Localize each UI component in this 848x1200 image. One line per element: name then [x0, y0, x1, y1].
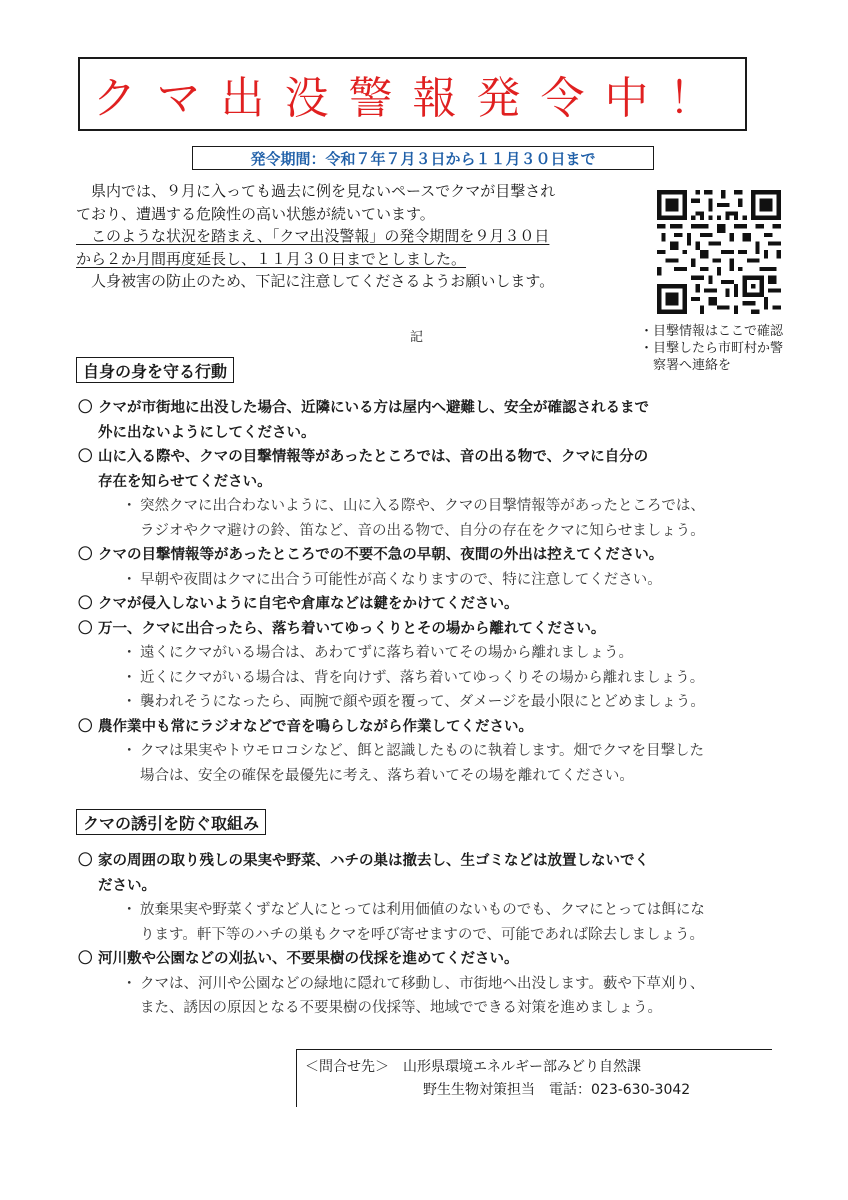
sub-item: ・ 早朝や夜間はクマに出合う可能性が高くなりますので、特に注意してください。 [122, 571, 662, 588]
self-protection-list [76, 396, 786, 788]
intro-line: 県内では、９月に入っても過去に例を見ないペースでクマが目撃され [76, 182, 556, 200]
sub-item-continued: ラジオやクマ避けの鈴、笛など、音の出る物で、自分の存在をクマに知らせましょう。 [140, 522, 705, 539]
item-text: 外に出ないようにしてください。 [98, 424, 316, 441]
qr-caption-line: ・目撃したら市町村か警 [640, 341, 784, 356]
sub-item: ・ 遠くにクマがいる場合は、あわてずに落ち着いてその場から離れましょう。 [122, 645, 633, 661]
sub-item-continued: ります。軒下等のハチの巣もクマを呼び寄せますので、可能であれば除去しましょう。 [140, 926, 705, 943]
qr-code-icon[interactable] [657, 190, 781, 314]
circle-bullet-icon: 〇 [78, 596, 93, 612]
circle-bullet-icon: 〇 [78, 449, 93, 465]
item-text: クマが侵入しないように自宅や倉庫などは鍵をかけてください。 [98, 596, 519, 612]
sub-item: ・ クマは、河川や公園などの緑地に隠れて移動し、市街地へ出没します。藪や下草刈り、 [122, 975, 705, 992]
contact-label: ＜問合せ先＞ [305, 1059, 389, 1075]
circle-bullet-icon: 〇 [78, 400, 93, 416]
qr-caption [640, 323, 840, 374]
intro-text [76, 180, 636, 293]
sub-item-continued: 場合は、安全の確保を最優先に考え、落ち着いてその場を離れてください。 [140, 767, 634, 784]
intro-line-underlined: このような状況を踏まえ、「クマ出没警報」の発令期間を９月３０日 [76, 227, 550, 245]
contact-box [296, 1049, 772, 1107]
section-heading-attraction-prevention: クマの誘引を防ぐ取組み [76, 809, 266, 835]
page-title: クマ出没警報発令中！ [92, 73, 733, 124]
list-item [76, 543, 786, 592]
list-item [76, 592, 786, 617]
contact-dept: 山形県環境エネルギー部みどり自然課 [403, 1059, 641, 1075]
intro-line: 人身被害の防止のため、下記に注意してくださるようお願いします。 [76, 272, 555, 290]
item-text: 存在を知らせてください。 [98, 473, 272, 490]
intro-line: ており、遭遇する危険性の高い状態が続いています。 [76, 204, 435, 223]
item-text: 山に入る際や、クマの目撃情報等があったところでは、音の出る物で、クマに自分の [98, 449, 649, 465]
sub-item: ・ 襲われそうになったら、両腕で顔や頭を覆って、ダメージを最小限にとどめましょう。 [122, 694, 705, 710]
sub-item: ・ 突然クマに出合わないように、山に入る際や、クマの目撃情報等があったところでは、 [122, 498, 705, 514]
list-item [76, 715, 786, 789]
contact-unit: 野生生物対策担当 [423, 1082, 535, 1098]
item-text: 万一、クマに出合ったら、落ち着いてゆっくりとその場から離れてください。 [98, 620, 606, 637]
list-item [76, 849, 786, 947]
contact-line [305, 1079, 772, 1102]
title-box [78, 57, 747, 131]
list-item [76, 617, 786, 715]
circle-bullet-icon: 〇 [78, 718, 93, 735]
ki-marker: 記 [410, 330, 424, 345]
sub-item: ・ 放棄果実や野菜くずなど人にとっては利用価値のないものでも、クマにとっては餌にな [122, 902, 705, 918]
circle-bullet-icon: 〇 [78, 951, 93, 967]
intro-line-underlined: から２か月間再度延長し、１１月３０日までとしました。 [76, 249, 467, 268]
circle-bullet-icon: 〇 [78, 547, 93, 563]
section-heading-self-protection: 自身の身を守る行動 [76, 357, 234, 383]
qr-caption-line: 察署へ連絡を [640, 358, 732, 373]
item-text: 農作業中も常にラジオなどで音を鳴らしながら作業してください。 [98, 718, 533, 735]
item-text: 河川敷や公園などの刈払い、不要果樹の伐採を進めてください。 [98, 951, 519, 967]
contact-phone[interactable]: 電話：023-630-3042 [549, 1082, 691, 1098]
item-text: クマの目撃情報等があったところでの不要不急の早朝、夜間の外出は控えてください。 [98, 547, 664, 563]
attraction-prevention-list [76, 849, 786, 1021]
item-text: クマが市街地に出没した場合、近隣にいる方は屋内へ避難し、安全が確認されるまで [98, 400, 649, 416]
list-item [76, 947, 786, 1021]
item-text: 家の周囲の取り残しの果実や野菜、ハチの巣は撤去し、生ゴミなどは放置しないでく [98, 853, 649, 869]
circle-bullet-icon: 〇 [78, 620, 93, 637]
sub-item-continued: また、誘因の原因となる不要果樹の伐採等、地域でできる対策を進めましょう。 [140, 1000, 662, 1016]
list-item [76, 445, 786, 543]
sub-item: ・ 近くにクマがいる場合は、背を向けず、落ち着いてゆっくりその場から離れましょう。 [122, 669, 705, 686]
contact-line [305, 1056, 772, 1079]
list-item [76, 396, 786, 445]
circle-bullet-icon: 〇 [78, 853, 93, 869]
sub-item: ・ クマは果実やトウモロコシなど、餌と認識したものに執着します。畑でクマを目撃した [122, 743, 705, 759]
period-banner: 発令期間：令和７年７月３日から１１月３０日まで [192, 146, 654, 170]
item-text: ださい。 [98, 877, 156, 894]
qr-caption-line: ・目撃情報はここで確認 [640, 324, 784, 339]
